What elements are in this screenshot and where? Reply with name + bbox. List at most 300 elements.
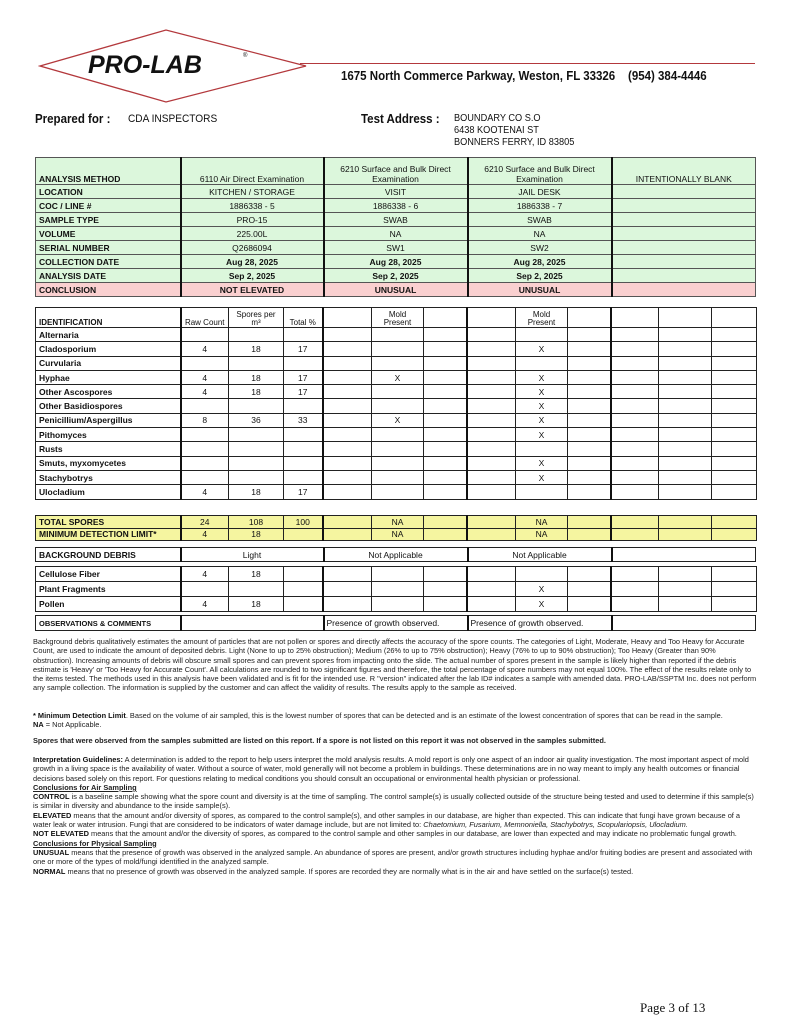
particle-value bbox=[659, 597, 712, 612]
spore-value bbox=[323, 428, 372, 442]
meta-value: NA bbox=[468, 227, 612, 241]
spore-value bbox=[323, 413, 372, 427]
column-header bbox=[659, 308, 712, 328]
spore-value bbox=[611, 356, 659, 370]
spore-value bbox=[284, 470, 323, 484]
totals-value: NA bbox=[372, 528, 424, 541]
spore-value: X bbox=[516, 470, 568, 484]
meta-value bbox=[612, 283, 756, 297]
identification-table bbox=[35, 307, 757, 500]
normal-text: means that no presence of growth was observed in the analyzed sample. If spores are recorded they are normally what is in the air and have settled on the surface(s) tested. bbox=[65, 866, 634, 876]
spore-value bbox=[568, 356, 611, 370]
debris-note: Background debris qualitatively estimates the amount of particles that are not pollen or spores and directly affects the accuracy of the spore counts. The categories of Light, Moderate, Heavy and Too Heavy for Accurate Count, are used to indicate the amount of deposited debris. Light (None to up to 25% obstruction); Medium (26% to up to 75% obstruction); Heavy (76% to up to 90% obstruction); Too Heavy (Greater than 90% obstruction). Increasing amounts of debris will obscure small spores and can prevent spores from impacting onto the slide. The actual number of spores present in the sample is likely higher than reported if the debris estimate is 'Heavy' or 'Too Heavy for Accurate Count'. All calculations are rounded to two significant figures and therefore, the total percentage of spore numbers may not equal 100%. The effect of the results relate only to the items tested. The methods used in this analysis have been validated and is fit for the intended use. R "version" indicated after the lab ID# indicates a sample with amended data. PRO-LAB/SSPTM Inc. does not perform any sample collection. The information is supplied by the customer and can affect the validity of results. The results apply to the sample as received. bbox=[33, 637, 757, 693]
sample-info-table bbox=[35, 157, 756, 297]
spore-value bbox=[568, 456, 611, 470]
spores-statement: Spores that were observed from the samples submitted are listed on this report. If a spore is not listed on this report it was not observed in the samples submitted. bbox=[33, 736, 606, 745]
totals-value bbox=[712, 528, 757, 541]
spore-value bbox=[424, 485, 467, 499]
totals-value bbox=[659, 516, 712, 529]
background-debris-value: Light bbox=[181, 548, 324, 562]
spore-value bbox=[467, 370, 516, 384]
interpretation-guidelines bbox=[33, 755, 758, 876]
spore-value bbox=[181, 470, 229, 484]
prepared-for-label: Prepared for : bbox=[35, 112, 111, 126]
spore-value bbox=[712, 399, 757, 413]
particle-value bbox=[516, 567, 568, 582]
meta-value bbox=[612, 255, 756, 269]
observations-row bbox=[36, 616, 756, 631]
particle-value bbox=[568, 597, 611, 612]
meta-value: 1886338 - 5 bbox=[181, 199, 324, 213]
totals-value bbox=[611, 528, 659, 541]
meta-value: 1886338 - 7 bbox=[468, 199, 612, 213]
spore-value bbox=[467, 456, 516, 470]
spore-value bbox=[611, 470, 659, 484]
spore-value: 17 bbox=[284, 385, 323, 399]
totals-row bbox=[36, 516, 757, 529]
particle-value bbox=[712, 567, 757, 582]
test-address-label: Test Address : bbox=[361, 112, 440, 126]
meta-value: 225.00L bbox=[181, 227, 324, 241]
spore-value bbox=[611, 370, 659, 384]
totals-label: TOTAL SPORES bbox=[36, 516, 181, 529]
meta-value: NOT ELEVATED bbox=[181, 283, 324, 297]
particle-value bbox=[229, 582, 284, 597]
spore-value bbox=[424, 442, 467, 456]
spore-value bbox=[181, 456, 229, 470]
spore-value bbox=[372, 399, 424, 413]
column-header: Mold Present bbox=[372, 308, 424, 328]
spore-value bbox=[712, 413, 757, 427]
spore-value bbox=[229, 442, 284, 456]
observation-value bbox=[612, 616, 756, 631]
totals-value bbox=[323, 528, 372, 541]
spore-row bbox=[36, 342, 757, 356]
spore-value bbox=[568, 385, 611, 399]
spore-value bbox=[181, 442, 229, 456]
interpretation-text: A determination is added to the report to help users interpret the mold analysis results. A mold report is only one aspect of an indoor air quality investigation. The most important aspect of mold growth in a living space is the availability of water. Without a source of water, mold generally will not become a problem in buildings. These determinations are in no way meant to imply any health outcomes or financial decisions based solely on this report. For questions relating to medical conditions you should consult an occupational or environmental health physician or professional. bbox=[33, 755, 749, 783]
totals-value: 18 bbox=[229, 528, 284, 541]
na-text: = Not Applicable. bbox=[43, 720, 102, 730]
spore-value bbox=[284, 399, 323, 413]
meta-value: Sep 2, 2025 bbox=[324, 269, 468, 283]
spore-value bbox=[229, 428, 284, 442]
spore-value bbox=[659, 328, 712, 342]
spore-value: 4 bbox=[181, 385, 229, 399]
spore-value bbox=[323, 399, 372, 413]
particle-name: Pollen bbox=[36, 597, 181, 612]
spore-value bbox=[516, 442, 568, 456]
totals-value bbox=[611, 516, 659, 529]
mdl-note bbox=[33, 711, 758, 730]
spore-value bbox=[467, 399, 516, 413]
totals-value: NA bbox=[516, 516, 568, 529]
spore-value bbox=[568, 485, 611, 499]
meta-value: KITCHEN / STORAGE bbox=[181, 185, 324, 199]
spore-value bbox=[424, 470, 467, 484]
meta-value: Aug 28, 2025 bbox=[324, 255, 468, 269]
meta-row bbox=[36, 255, 756, 269]
spore-value bbox=[372, 342, 424, 356]
particle-name: Cellulose Fiber bbox=[36, 567, 181, 582]
totals-value: NA bbox=[372, 516, 424, 529]
particle-value bbox=[284, 567, 323, 582]
header-rule bbox=[300, 63, 755, 64]
page-number: Page 3 of 13 bbox=[640, 1000, 706, 1015]
meta-row-label: COLLECTION DATE bbox=[36, 255, 181, 269]
spore-row bbox=[36, 442, 757, 456]
spore-value bbox=[712, 356, 757, 370]
spore-value bbox=[712, 342, 757, 356]
spore-name: Stachybotrys bbox=[36, 470, 181, 484]
totals-value bbox=[424, 516, 467, 529]
meta-value: 6210 Surface and Bulk Direct Examination bbox=[468, 158, 612, 185]
spore-value bbox=[611, 442, 659, 456]
spore-value bbox=[712, 470, 757, 484]
lab-address bbox=[341, 69, 707, 83]
meta-value bbox=[612, 185, 756, 199]
particle-value bbox=[568, 567, 611, 582]
spore-value bbox=[516, 356, 568, 370]
elevated-text: means that the amount and/or diversity of spores, as compared to the control sample(s), and other samples in our database, are higher than expected. This can indicate that fungi have grown because of a water leak or water intrusion. Fungi that are considered to be indicators of water damage include, but are not limited to: bbox=[33, 810, 741, 830]
spore-value bbox=[611, 342, 659, 356]
spore-value bbox=[372, 385, 424, 399]
spore-value bbox=[659, 428, 712, 442]
spore-value: 36 bbox=[229, 413, 284, 427]
spore-value: X bbox=[516, 428, 568, 442]
particle-value bbox=[323, 597, 372, 612]
spore-value bbox=[659, 442, 712, 456]
spore-value bbox=[712, 442, 757, 456]
spore-value bbox=[323, 442, 372, 456]
spore-value bbox=[659, 413, 712, 427]
spore-row bbox=[36, 485, 757, 499]
particle-value bbox=[712, 597, 757, 612]
meta-value bbox=[612, 269, 756, 283]
column-header: Mold Present bbox=[516, 308, 568, 328]
spore-value bbox=[712, 485, 757, 499]
elevated-term: ELEVATED bbox=[33, 810, 72, 820]
particle-value bbox=[712, 582, 757, 597]
spore-value bbox=[568, 413, 611, 427]
column-header bbox=[712, 308, 757, 328]
spore-name: Hyphae bbox=[36, 370, 181, 384]
totals-value: 24 bbox=[181, 516, 229, 529]
spore-value bbox=[611, 413, 659, 427]
observations-label: OBSERVATIONS & COMMENTS bbox=[36, 616, 181, 631]
spore-value bbox=[372, 428, 424, 442]
spore-value bbox=[284, 456, 323, 470]
totals-value bbox=[284, 528, 323, 541]
meta-value: VISIT bbox=[324, 185, 468, 199]
totals-value bbox=[467, 528, 516, 541]
unusual-text: means that the presence of growth was observed in the analyzed sample. An abundance of spores are present, and/or growth structures including hyphae and/or fruiting bodies are present and associated with one or more of the types of mold/fungi identified in the analyzed sample. bbox=[33, 847, 753, 867]
particle-value bbox=[467, 582, 516, 597]
observation-value: Presence of growth observed. bbox=[324, 616, 468, 631]
meta-value: SWAB bbox=[324, 213, 468, 227]
elevated-genera: Chaetomium, Fusarium, Memnoniella, Stachybotrys, Scopulariopsis, Ulocladium. bbox=[423, 820, 688, 830]
spore-value: 18 bbox=[229, 370, 284, 384]
spore-name: Other Ascospores bbox=[36, 385, 181, 399]
spore-name: Smuts, myxomycetes bbox=[36, 456, 181, 470]
pro-lab-logo bbox=[38, 28, 308, 104]
logo-registered-mark: ® bbox=[243, 53, 248, 59]
meta-value: UNUSUAL bbox=[324, 283, 468, 297]
spore-value: 4 bbox=[181, 342, 229, 356]
background-debris-label: BACKGROUND DEBRIS bbox=[36, 548, 181, 562]
spore-value bbox=[284, 356, 323, 370]
totals-table bbox=[35, 515, 757, 541]
spore-value bbox=[323, 370, 372, 384]
column-header: Raw Count bbox=[181, 308, 229, 328]
spore-name: Ulocladium bbox=[36, 485, 181, 499]
particle-value bbox=[424, 597, 467, 612]
spore-name: Other Basidiospores bbox=[36, 399, 181, 413]
spore-value bbox=[323, 328, 372, 342]
control-term: CONTROL bbox=[33, 792, 70, 802]
test-address-line-1: BOUNDARY CO S.O bbox=[454, 113, 541, 124]
spore-value bbox=[284, 442, 323, 456]
spore-value bbox=[611, 385, 659, 399]
meta-value: Q2686094 bbox=[181, 241, 324, 255]
spore-value: 18 bbox=[229, 385, 284, 399]
spore-value: 17 bbox=[284, 342, 323, 356]
spore-row bbox=[36, 470, 757, 484]
meta-row bbox=[36, 185, 756, 199]
spore-value bbox=[467, 413, 516, 427]
meta-value: UNUSUAL bbox=[468, 283, 612, 297]
spore-value: X bbox=[516, 413, 568, 427]
spore-row bbox=[36, 328, 757, 342]
meta-row bbox=[36, 227, 756, 241]
observations-table bbox=[35, 615, 756, 631]
spore-value: 18 bbox=[229, 342, 284, 356]
particle-value bbox=[611, 567, 659, 582]
spore-value bbox=[467, 428, 516, 442]
meta-value: 6110 Air Direct Examination bbox=[181, 158, 324, 185]
spore-value bbox=[229, 456, 284, 470]
spore-value bbox=[424, 356, 467, 370]
particle-value bbox=[611, 597, 659, 612]
spore-value bbox=[611, 456, 659, 470]
spore-value bbox=[568, 399, 611, 413]
spore-name: Rusts bbox=[36, 442, 181, 456]
particle-value bbox=[372, 582, 424, 597]
spore-value bbox=[284, 328, 323, 342]
meta-row-label: SERIAL NUMBER bbox=[36, 241, 181, 255]
spore-value bbox=[659, 342, 712, 356]
totals-value: NA bbox=[516, 528, 568, 541]
spore-value: 17 bbox=[284, 485, 323, 499]
spore-value bbox=[467, 356, 516, 370]
spore-value bbox=[659, 385, 712, 399]
particle-value: X bbox=[516, 582, 568, 597]
spore-value bbox=[516, 485, 568, 499]
spore-row bbox=[36, 428, 757, 442]
totals-value bbox=[712, 516, 757, 529]
air-sampling-heading: Conclusions for Air Sampling bbox=[33, 782, 137, 792]
spore-value bbox=[467, 342, 516, 356]
spore-value: X bbox=[516, 399, 568, 413]
spore-value bbox=[712, 428, 757, 442]
particle-value bbox=[659, 567, 712, 582]
spore-value bbox=[323, 385, 372, 399]
background-debris-value bbox=[612, 548, 756, 562]
meta-value: PRO-15 bbox=[181, 213, 324, 227]
meta-value: Sep 2, 2025 bbox=[468, 269, 612, 283]
meta-value bbox=[612, 213, 756, 227]
meta-value: Aug 28, 2025 bbox=[468, 255, 612, 269]
spore-value bbox=[372, 456, 424, 470]
column-header: Spores per m³ bbox=[229, 308, 284, 328]
column-header bbox=[568, 308, 611, 328]
particle-value bbox=[467, 567, 516, 582]
particle-row bbox=[36, 597, 757, 612]
meta-value: JAIL DESK bbox=[468, 185, 612, 199]
meta-row bbox=[36, 269, 756, 283]
particle-value bbox=[467, 597, 516, 612]
meta-value: INTENTIONALLY BLANK bbox=[612, 158, 756, 185]
spore-value bbox=[611, 399, 659, 413]
spore-value bbox=[323, 342, 372, 356]
lab-street-address: 1675 North Commerce Parkway, Weston, FL 33326 bbox=[341, 69, 616, 83]
meta-row bbox=[36, 158, 756, 185]
spore-value: 18 bbox=[229, 485, 284, 499]
meta-row-label: ANALYSIS METHOD bbox=[36, 158, 181, 185]
particle-row bbox=[36, 582, 757, 597]
particle-value bbox=[611, 582, 659, 597]
identification-header: IDENTIFICATION bbox=[36, 308, 181, 328]
spore-value bbox=[284, 428, 323, 442]
spore-value bbox=[372, 356, 424, 370]
spore-value bbox=[229, 356, 284, 370]
particle-name: Plant Fragments bbox=[36, 582, 181, 597]
spore-value bbox=[568, 470, 611, 484]
spore-row bbox=[36, 370, 757, 384]
totals-value bbox=[568, 516, 611, 529]
particle-value: 4 bbox=[181, 567, 229, 582]
spore-value bbox=[659, 370, 712, 384]
meta-row bbox=[36, 241, 756, 255]
control-text: is a baseline sample showing what the spore count and diversity is at the time of sampling. The control sample(s) is usually collected outside of the structure being tested and used to determine if this sample(s) is similar in diversity and abundance to the inside sample(s). bbox=[33, 792, 754, 811]
lab-phone: (954) 384-4446 bbox=[627, 69, 707, 83]
spore-value bbox=[229, 399, 284, 413]
spore-value bbox=[181, 428, 229, 442]
column-header bbox=[424, 308, 467, 328]
particle-value: 18 bbox=[229, 597, 284, 612]
spore-value bbox=[712, 456, 757, 470]
spore-value bbox=[424, 328, 467, 342]
meta-row-label: CONCLUSION bbox=[36, 283, 181, 297]
spore-value bbox=[424, 399, 467, 413]
spore-value bbox=[181, 399, 229, 413]
totals-value: 100 bbox=[284, 516, 323, 529]
meta-row-label: ANALYSIS DATE bbox=[36, 269, 181, 283]
spore-value bbox=[181, 356, 229, 370]
background-debris-value: Not Applicable bbox=[468, 548, 612, 562]
totals-value bbox=[323, 516, 372, 529]
particle-value bbox=[568, 582, 611, 597]
meta-value bbox=[612, 241, 756, 255]
meta-value: 6210 Surface and Bulk Direct Examination bbox=[324, 158, 468, 185]
not-elevated-text: means that the amount and/or the diversity of spores, as compared to the control sample and other samples in our database, are lower than expected and may indicate no problematic fungal growth. bbox=[88, 829, 737, 839]
column-header: Total % bbox=[284, 308, 323, 328]
spore-name: Pithomyces bbox=[36, 428, 181, 442]
particle-value bbox=[372, 597, 424, 612]
meta-value: NA bbox=[324, 227, 468, 241]
spore-name: Alternaria bbox=[36, 328, 181, 342]
totals-value bbox=[467, 516, 516, 529]
spore-value bbox=[424, 370, 467, 384]
spore-value bbox=[568, 428, 611, 442]
particle-value bbox=[323, 567, 372, 582]
meta-value: Aug 28, 2025 bbox=[181, 255, 324, 269]
meta-row bbox=[36, 213, 756, 227]
spore-value bbox=[712, 385, 757, 399]
test-address-line-2: 6438 KOOTENAI ST bbox=[454, 125, 539, 136]
totals-value: 4 bbox=[181, 528, 229, 541]
spore-value: X bbox=[516, 385, 568, 399]
spore-name: Curvularia bbox=[36, 356, 181, 370]
spore-value bbox=[424, 413, 467, 427]
particle-value bbox=[659, 582, 712, 597]
column-header bbox=[611, 308, 659, 328]
unusual-term: UNUSUAL bbox=[33, 847, 70, 857]
spore-value: 17 bbox=[284, 370, 323, 384]
prepared-for-value: CDA INSPECTORS bbox=[128, 113, 218, 125]
spore-value: X bbox=[516, 370, 568, 384]
physical-sampling-heading: Conclusions for Physical Sampling bbox=[33, 838, 157, 848]
spore-value bbox=[372, 442, 424, 456]
spore-value: X bbox=[516, 456, 568, 470]
totals-value: 108 bbox=[229, 516, 284, 529]
spore-value bbox=[568, 328, 611, 342]
spore-value: 4 bbox=[181, 485, 229, 499]
meta-row-label: SAMPLE TYPE bbox=[36, 213, 181, 227]
particle-row bbox=[36, 567, 757, 582]
observation-value: Presence of growth observed. bbox=[468, 616, 612, 631]
background-debris-value: Not Applicable bbox=[324, 548, 468, 562]
particle-value bbox=[323, 582, 372, 597]
spore-name: Cladosporium bbox=[36, 342, 181, 356]
spore-value bbox=[611, 328, 659, 342]
spore-value bbox=[467, 442, 516, 456]
spore-value bbox=[323, 356, 372, 370]
totals-value bbox=[659, 528, 712, 541]
meta-value: SWAB bbox=[468, 213, 612, 227]
meta-value bbox=[612, 227, 756, 241]
na-term: NA bbox=[33, 720, 44, 730]
spore-value bbox=[712, 370, 757, 384]
not-elevated-term: NOT ELEVATED bbox=[33, 829, 89, 839]
particle-value: X bbox=[516, 597, 568, 612]
logo-text: PRO-LAB bbox=[88, 51, 202, 79]
spore-value bbox=[424, 456, 467, 470]
totals-label: MINIMUM DETECTION LIMIT* bbox=[36, 528, 181, 541]
mdl-text: . Based on the volume of air sampled, this is the lowest number of spores that can be detected and is an estimate of the lowest concentration of spores that can be read in the sample. bbox=[125, 711, 723, 720]
spore-value bbox=[323, 485, 372, 499]
spore-value bbox=[659, 456, 712, 470]
observation-value bbox=[181, 616, 324, 631]
meta-row-label: COC / LINE # bbox=[36, 199, 181, 213]
particle-value bbox=[181, 582, 229, 597]
spore-value bbox=[323, 470, 372, 484]
spore-value bbox=[659, 485, 712, 499]
particle-value bbox=[284, 582, 323, 597]
particle-value bbox=[424, 582, 467, 597]
spore-value bbox=[229, 328, 284, 342]
spore-value bbox=[372, 470, 424, 484]
